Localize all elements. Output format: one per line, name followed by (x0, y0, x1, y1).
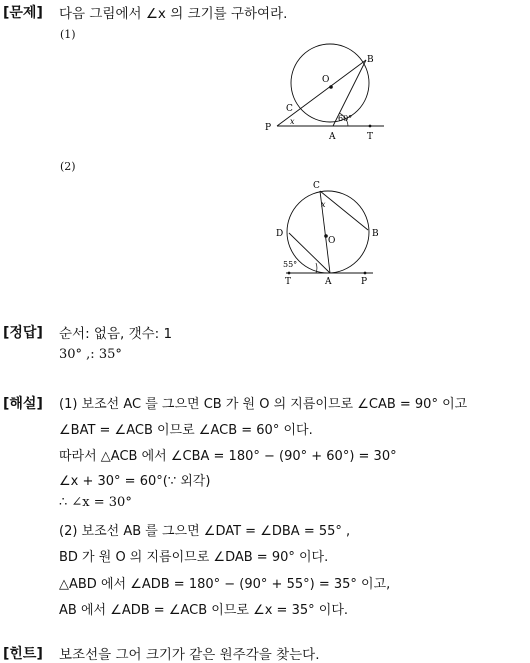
label-b: B (367, 55, 374, 65)
solution-line-6: (2) 보조선 AB 를 그으면 ∠DAT = ∠DBA = 55° , (59, 524, 351, 539)
label-c: C (286, 104, 293, 114)
label-x-2: x (321, 200, 326, 209)
solution-line-5: ∴ ∠x = 30° (59, 495, 132, 510)
center-o-dot (329, 85, 333, 89)
answer-line-2: 30° ,: 35° (59, 347, 122, 362)
point-t-dot-2 (288, 272, 291, 275)
point-p-dot-2 (364, 272, 367, 275)
label-55-2: 55° (283, 260, 298, 269)
problem-tag: [문제] (3, 5, 43, 21)
label-x: x (290, 117, 295, 126)
label-d-2: D (276, 229, 284, 239)
circle-o (291, 44, 369, 122)
chord-cb (320, 191, 368, 230)
solution-line-4: ∠x + 30° = 60°(∵ 외각) (59, 474, 211, 489)
label-a-2: A (325, 277, 332, 287)
answer-tag: [정답] (3, 325, 43, 341)
label-c-2: C (313, 181, 320, 191)
solution-tag: [해설] (3, 396, 43, 412)
label-60: 60° (338, 114, 353, 123)
label-o-2: O (328, 236, 336, 246)
label-o: O (322, 75, 330, 85)
point-t-dot (369, 125, 372, 128)
solution-line-1: (1) 보조선 AC 를 그으면 CB 가 원 O 의 지름이므로 ∠CAB = 90° 이고 (59, 397, 468, 412)
solution-line-2: ∠BAT = ∠ACB 이므로 ∠ACB = 60° 이다. (59, 423, 313, 438)
circle-o-2 (287, 191, 369, 273)
solution-line-8: △ABD 에서 ∠ADB = 180° − (90° + 55°) = 35° 이고, (59, 577, 391, 592)
solution-line-3: 따라서 △ACB 에서 ∠CBA = 180° − (90° + 60°) = 30° (59, 449, 397, 464)
answer-line-1: 순서: 없음, 갯수: 1 (59, 326, 173, 342)
label-t-2: T (285, 277, 292, 287)
part2-label: (2) (60, 160, 76, 173)
hint-tag: [힌트] (3, 646, 43, 662)
label-p: P (265, 123, 272, 133)
figure-1-diagram (255, 40, 395, 145)
label-b-2: B (372, 229, 379, 239)
part1-label: (1) (60, 28, 76, 41)
figure-2-diagram (270, 175, 380, 290)
label-a: A (329, 132, 336, 142)
solution-line-7: BD 가 원 O 의 지름이므로 ∠DAB = 90° 이다. (59, 550, 329, 565)
hint-text: 보조선을 그어 크기가 같은 원주각을 찾는다. (59, 647, 320, 663)
problem-question: 다음 그림에서 ∠x 의 크기를 구하여라. (59, 6, 288, 22)
solution-line-9: AB 에서 ∠ADB = ∠ACB 이므로 ∠x = 35° 이다. (59, 603, 349, 618)
label-p-2: P (361, 277, 368, 287)
angle-55-arc (316, 263, 317, 273)
label-t: T (367, 132, 374, 142)
